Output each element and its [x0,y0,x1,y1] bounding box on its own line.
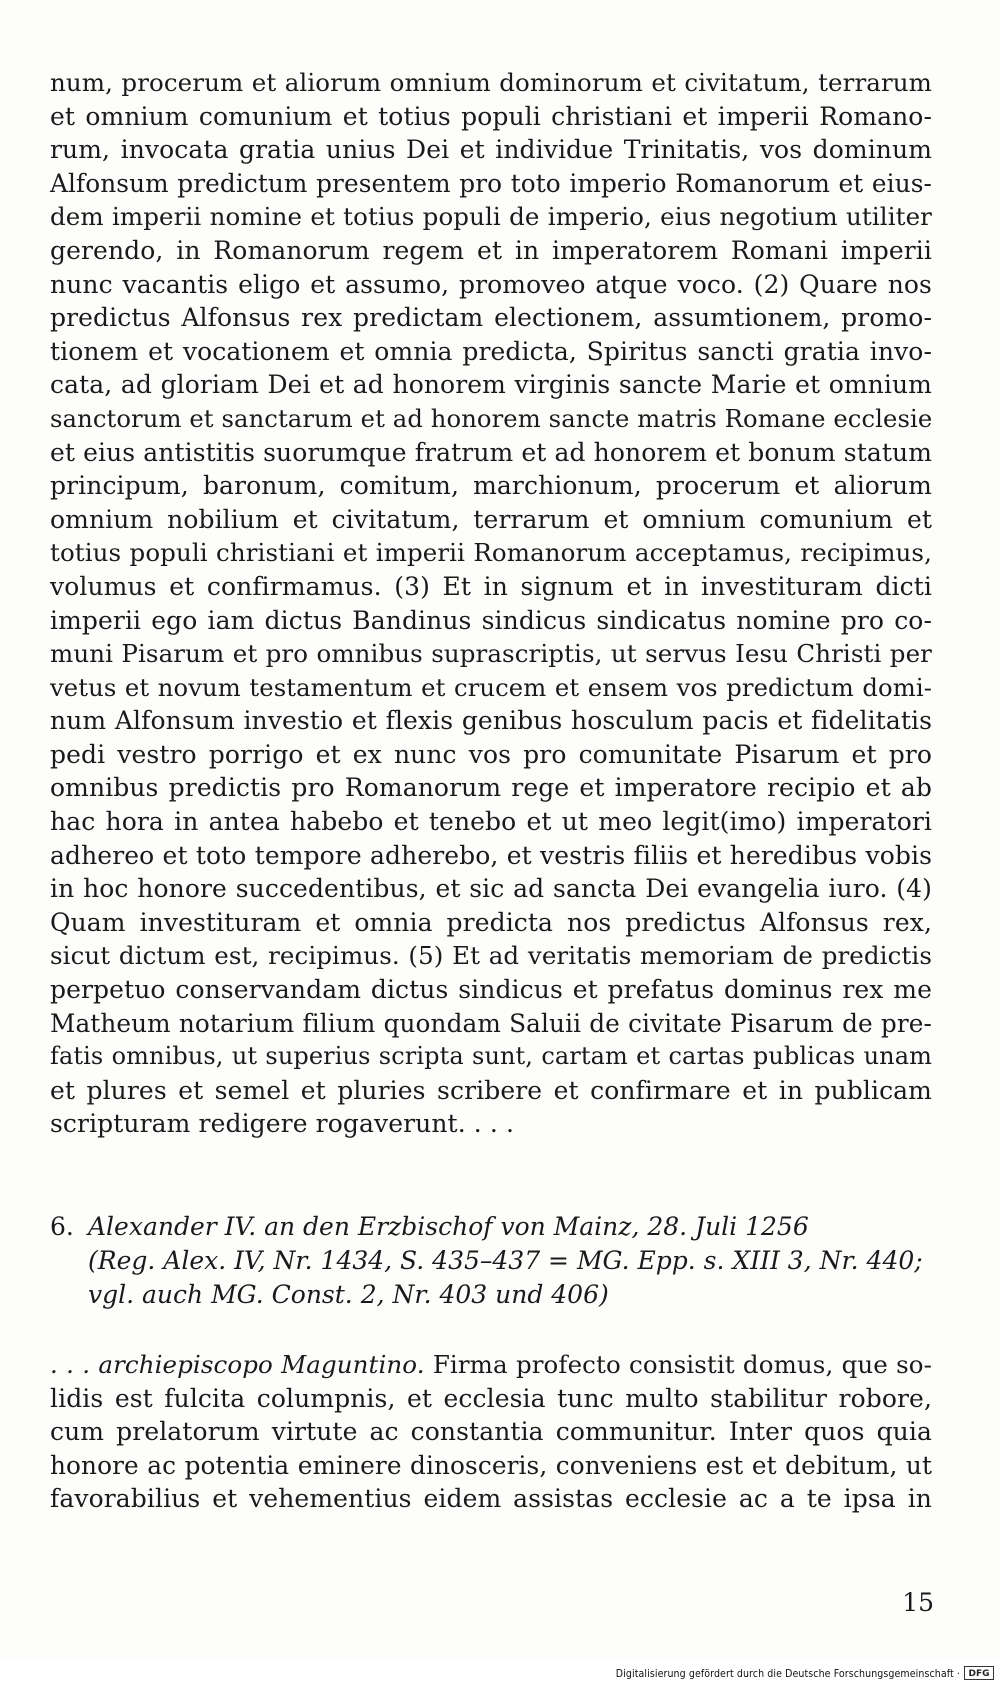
body-line: sicut dictum est, recipimus. (5) Et ad veritatis memoriam de predictis [50,941,932,971]
body-line: volumus et confirmamus. (3) Et in signum et in investituram dicti [50,571,932,601]
body-line: omnibus predictis pro Romanorum rege et imperatore recipio et ab [50,773,932,803]
heading-reference: (Reg. Alex. IV, Nr. 1434, S. 435–437 = MG. Epp. s. XIII 3, Nr. 440; [88,1246,923,1275]
excerpt-line [50,1348,932,1382]
body-line: tionem et vocationem et omnia predicta, Spiritus sancti gratia invo- [50,336,932,366]
body-line: et eius antistitis suorumque fratrum et ad honorem et bonum statum [50,437,932,467]
excerpt-line: cum prelatorum virtute ac constantia communitur. Inter quos quia [50,1417,932,1447]
document-excerpt [50,1348,932,1516]
body-line: imperii ego iam dictus Bandinus sindicus sindicatus nomine pro co- [50,605,932,635]
body-line: Alfonsum predictum presentem pro toto imperio Romanorum et eius- [50,168,932,198]
body-line: adhereo et toto tempore adherebo, et vestris filiis et heredibus vobis [50,840,932,870]
body-line: omnium nobilium et civitatum, terrarum et omnium comunium et [50,504,932,534]
heading-line [50,1244,932,1278]
body-line: in hoc honore succedentibus, et sic ad sancta Dei evangelia iuro. (4) [50,874,932,904]
body-line: num Alfonsum investio et flexis genibus hosculum pacis et fidelitatis [50,706,932,736]
body-line: sanctorum et sanctarum et ad honorem sancte matris Romane ecclesie [50,403,933,433]
body-line: nunc vacantis eligo et assumo, promoveo atque voco. (2) Quare nos [50,269,932,299]
document-number: 6. [50,1212,74,1241]
body-line: perpetuo conservandam dictus sindicus et prefatus dominus rex me [50,975,932,1005]
heading-line [50,1278,932,1312]
body-line: Matheum notarium filium quondam Saluii de civitate Pisarum de pre- [50,1008,932,1038]
body-line: vetus et novum testamentum et crucem et ensem vos predictum domi- [50,672,932,702]
heading-reference-cont: vgl. auch MG. Const. 2, Nr. 403 und 406) [88,1280,609,1309]
excerpt-first-text: Firma profecto consistit domus, que so- [424,1350,932,1379]
body-line: predictus Alfonsus rex predictam electionem, assumtionem, promo- [50,303,932,333]
body-line: gerendo, in Romanorum regem et in imperatorem Romani imperii [50,235,932,265]
body-line: et plures et semel et pluries scribere et confirmare et in publicam [50,1075,932,1105]
heading-line [50,1210,932,1244]
body-line: et omnium comunium et totius populi christiani et imperii Romano- [50,101,932,131]
footer-credit: Digitalisierung gefördert durch die Deutsche Forschungsgemeinschaft · [615,1668,960,1680]
dfg-logo: DFG [964,1666,994,1680]
body-line: pedi vestro porrigo et ex nunc vos pro comunitate Pisarum et pro [50,739,932,769]
excerpt-address: . . . archiepiscopo Maguntino. [50,1350,425,1379]
body-line: rum, invocata gratia unius Dei et individue Trinitatis, vos dominum [50,135,932,165]
body-line: cata, ad gloriam Dei et ad honorem virginis sancte Marie et omnium [50,370,932,400]
body-line: num, procerum et aliorum omnium dominorum et civitatum, terrarum [50,68,932,97]
excerpt-line: lidis est fulcita columpnis, et ecclesia tunc multo stabilitur robore, [50,1383,932,1413]
body-line: hac hora in antea habebo et tenebo et ut meo legit(imo) imperatori [50,807,932,837]
footer-bar [0,1661,1000,1685]
document-heading [50,1210,932,1312]
body-line: scripturam redigere rogaverunt. . . . [50,1109,515,1139]
page-number: 15 [902,1588,934,1617]
heading-title: Alexander IV. an den Erzbischof von Mainz, 28. Juli 1256 [88,1212,809,1241]
body-line: principum, baronum, comitum, marchionum, procerum et aliorum [50,471,932,501]
body-line: fatis omnibus, ut superius scripta sunt, cartam et cartas publicas unam [50,1042,932,1071]
body-text [50,66,932,1141]
excerpt-line: honore ac potentia eminere dinosceris, conveniens est et debitum, ut [50,1450,932,1480]
body-line: muni Pisarum et pro omnibus suprascriptis, ut servus Iesu Christi per [50,639,932,669]
body-line: totius populi christiani et imperii Romanorum acceptamus, recipimus, [50,538,932,568]
body-line: dem imperii nomine et totius populi de imperio, eius negotium utiliter [50,202,932,232]
excerpt-line: favorabilius et vehementius eidem assistas ecclesie ac a te ipsa in [50,1484,932,1514]
body-line: Quam investituram et omnia predicta nos predictus Alfonsus rex, [50,907,932,937]
